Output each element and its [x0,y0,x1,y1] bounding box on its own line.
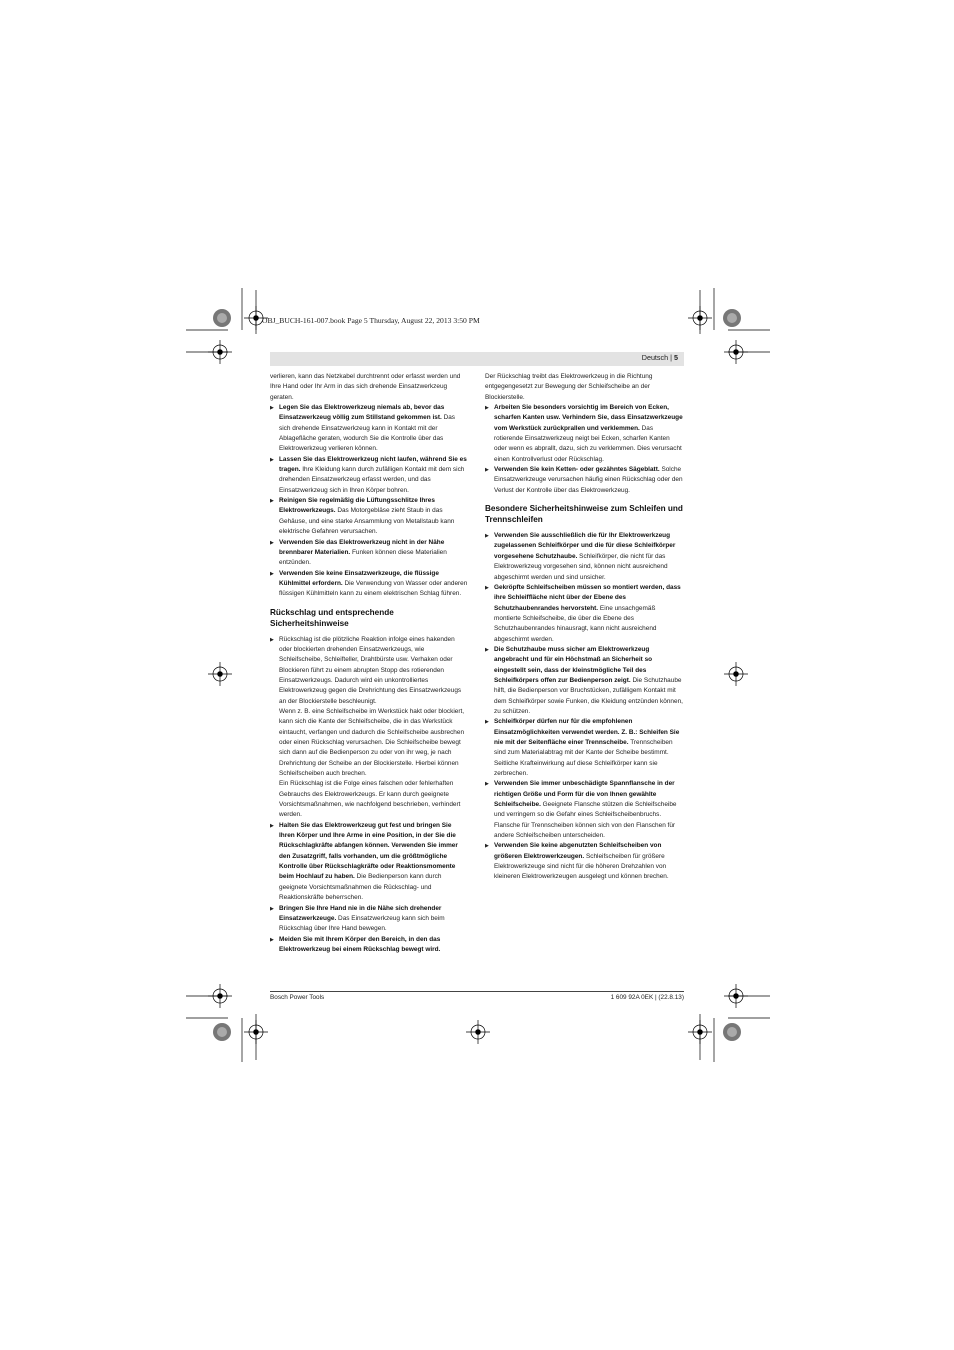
footer-rule [270,991,684,992]
bullet-text: Das sich drehende Einsatzwerkzeug kann in Kontakt mit der Ablagefläche geraten, wodurch Sie die Kontrolle über das Elektrowerkzeug verlieren können. [279,414,456,453]
bullet-text: Schleifkörper, die nicht für das Elektrowerkzeug vorgesehen sind, können nicht ausreichend abgeschirmt werden und sind unsicher. [494,552,668,581]
safety-bullet [270,496,468,537]
bullet-text: Die Schutzhaube hilft, die Bedienperson vor Bruchstücken, zufälligem Kontakt mit dem Schleifkörper sowie Funken, die Kleidung entzünden können, zu schützen. [494,676,683,715]
bullet-bold: Verwenden Sie keine abgenutzten Schleifscheiben von größeren Elektrowerkzeugen. [494,842,662,860]
bullet-text: Die Bedienperson kann durch geeignete Vorsichtsmaßnahmen die Rückschlag- und Reaktionskräfte beherrschen. [279,873,442,902]
bullet-text: Eine unsachgemäß montierte Schleifscheibe, die über die Ebene des Schutzhaubenrandes hinausragt, kann nicht ausreichend abgeschirmt werden. [494,604,657,643]
safety-bullet [270,935,468,956]
safety-bullet [485,465,683,496]
bullet-text: Trennscheiben sind zum Materialabtrag mit der Kante der Scheibe bestimmt. Seitliche Krafteinwirkung auf diese Schleifkörper kann sie zerbrechen. [494,739,673,778]
header-text [642,353,678,362]
kickback-paragraph: Ein Rückschlag ist die Folge eines falschen oder fehlerhaften Gebrauchs des Elektrowerkzeugs. Er kann durch geeignete Vorsichtsmaßnahmen, wie nachfolgend beschrieben, verhindert werden. [279,780,461,819]
print-slug: OBJ_BUCH-161-007.book Page 5 Thursday, August 22, 2013 3:50 PM [262,316,480,325]
bullet-text: Das Motorgebläse zieht Staub in das Gehäuse, und eine starke Ansammlung von Metallstaub kann elektrische Gefahren verursachen. [279,507,455,536]
bullet-text: Schleifscheiben für größere Elektrowerkzeuge sind nicht für die höheren Drehzahlen von kleineren Elektrowerkzeugen ausgelegt und können brechen. [494,852,669,881]
header-language: Deutsch [641,353,669,362]
bullet-bold: Meiden Sie mit Ihrem Körper den Bereich, in den das Elektrowerkzeug bei einem Rückschlag bewegt wird. [279,935,441,953]
safety-bullet [270,403,468,455]
bullet-text: Ihre Kleidung kann durch zufälligen Kontakt mit dem sich drehenden Einsatzwerkzeug erfasst werden, und das Einsatzwerkzeug sich in Ihren Körper bohren. [279,466,465,494]
bullet-bold: Lassen Sie das Elektrowerkzeug nicht laufen, während Sie es tragen. [279,455,467,474]
safety-bullet [485,645,683,717]
safety-bullet [485,779,683,841]
bullet-text: Geeignete Flansche stützen die Schleifscheibe und verringern so die Gefahr eines Schleifscheibenbruchs. Flansche für Trennscheiben können sich von den Flanschen für andere Schleifscheiben unterscheiden. [494,801,677,840]
safety-bullet [270,569,468,600]
footer-docnumber: 1 609 92A 0EK | (22.8.13) [610,994,684,1001]
page-number: 5 [674,353,678,362]
right-intro: Der Rückschlag treibt das Elektrowerkzeug in die Richtung entgegengesetzt zur Bewegung der Schleifscheibe an der Blockierstelle. [485,373,653,401]
section-heading-grinding: Besondere Sicherheitshinweise zum Schleifen und Trennschleifen [485,504,683,525]
safety-bullet [270,455,468,496]
bullet-bold: Die Schutzhaube muss sicher am Elektrowerkzeug angebracht und für ein Höchstmaß an Sicherheit so eingestellt sein, dass der kleinstmögliche Teil des Schleifkörpers offen zur Bedienperson zeigt. [494,645,653,684]
header-separator: | [670,353,672,362]
safety-bullet [270,821,468,904]
safety-bullet [485,717,683,779]
safety-bullet [270,904,468,935]
bullet-bold: Verwenden Sie das Elektrowerkzeug nicht in der Nähe brennbarer Materialien. [279,538,445,556]
safety-bullet [485,403,683,465]
bullet-text: Die Verwendung von Wasser oder anderen flüssigen Kühlmitteln kann zu einem elektrischen Schlag führen. [279,579,468,598]
bullet-bold: Verwenden Sie keine Einsatzwerkzeuge, die flüssige Kühlmittel erfordern. [279,569,439,587]
kickback-bullet [270,635,468,821]
safety-bullet [485,531,683,583]
safety-bullet [485,841,683,882]
bullet-text: Das Einsatzwerkzeug kann sich beim Rückschlag über Ihre Hand bewegen. [279,914,445,933]
bullet-bold: Verwenden Sie kein Ketten- oder gezähntes Sägeblatt. [494,466,660,474]
bullet-bold: Schleifkörper dürfen nur für die empfohlenen Einsatzmöglichkeiten verwendet werden. Z. B.: Schleifen Sie nie mit der Seitenfläche einer Trennscheibe. [494,718,680,746]
bullet-bold: Reinigen Sie regelmäßig die Lüftungsschlitze Ihres Elektrowerkzeugs. [279,497,435,515]
section-heading-kickback: Rückschlag und entsprechende Sicherheitshinweise [270,607,394,628]
safety-bullet [270,538,468,569]
bullet-bold: Legen Sie das Elektrowerkzeug niemals ab, bevor das Einsatzwerkzeug völlig zum Stillstand gekommen ist. [279,404,445,422]
bullet-text: Funken können diese Materialien entzünden. [279,548,447,567]
kickback-paragraph: ▶ Rückschlag ist die plötzliche Reaktion infolge eines hakenden oder blockierten drehenden Einsatzwerkzeugs, wie Schleifscheibe, Schleifteller, Drahtbürste usw. Verhaken oder Blockieren führt zu einem abrupten Stopp des rotierenden Einsatzwerkzeugs. Dadurch wird ein unkontrolliertes Elektrowerkzeug gegen die Drehrichtung des Einsatzwerkzeugs an der Blockierstelle beschleunigt. [279,635,462,705]
right-column [485,372,683,883]
footer-brand: Bosch Power Tools [270,994,325,1001]
left-column [270,372,468,955]
kickback-paragraph: Wenn z. B. eine Schleifscheibe im Werkstück hakt oder blockiert, kann sich die Kante der Schleifscheibe, die in das Werkstück eintaucht, verfangen und dadurch die Schleifscheibe ausbrechen oder einen Rückschlag verursachen. Die Schleifscheibe bewegt sich dann auf die Bedienperson zu oder von ihr weg, je nach Drehrichtung der Scheibe an der Blockierstelle. Hierbei können Schleifscheiben auch brechen. [279,707,465,778]
bullet-bold: Bringen Sie Ihre Hand nie in die Nähe sich drehender Einsatzwerkzeuge. [279,904,442,922]
bullet-bold: Arbeiten Sie besonders vorsichtig im Bereich von Ecken, scharfen Kanten usw. Verhindern Sie, dass Einsatzwerkzeuge vom Werkstück zurückprallen und verklemmen. [494,404,683,432]
safety-bullet [485,583,683,645]
bullet-bold: Verwenden Sie ausschließlich die für Ihr Elektrowerkzeug zugelassenen Schleifkörper und die für diese Schleifkörper vorgesehene Schutzhaube. [494,532,676,560]
bullet-bold: Gekröpfte Schleifscheiben müssen so montiert werden, dass ihre Schleiffläche nicht über der Ebene des Schutzhaubenrandes hervorsteht. [494,583,681,612]
page-header [270,352,684,366]
bullet-bold: Halten Sie das Elektrowerkzeug gut fest und bringen Sie Ihren Körper und Ihre Arme in eine Position, in der Sie die Rückschlagkräfte abfangen können. Verwenden Sie immer den Zusatzgriff, falls vorhanden, um die größtmögliche Kontrolle über Rückschlagkräfte oder Reaktionsmomente beim Hochlauf zu haben. [279,821,458,881]
bullet-text: Solche Einsatzwerkzeuge verursachen häufig einen Rückschlag oder den Verlust der Kontrolle über das Elektrowerkzeug. [494,466,683,494]
bullet-text: Das rotierende Einsatzwerkzeug neigt bei Ecken, scharfen Kanten oder wenn es abprallt, dazu, sich zu verklemmen. Dies verursacht einen Kontrollverlust oder Rückschlag. [494,424,682,463]
bullet-bold: Verwenden Sie immer unbeschädigte Spannflansche in der richtigen Größe und Form für die von Ihnen gewählte Schleifscheibe. [494,780,675,809]
left-intro: verlieren, kann das Netzkabel durchtrennt oder erfasst werden und Ihre Hand oder Ihr Arm in das sich drehende Einsatzwerkzeug geraten. [270,373,461,401]
